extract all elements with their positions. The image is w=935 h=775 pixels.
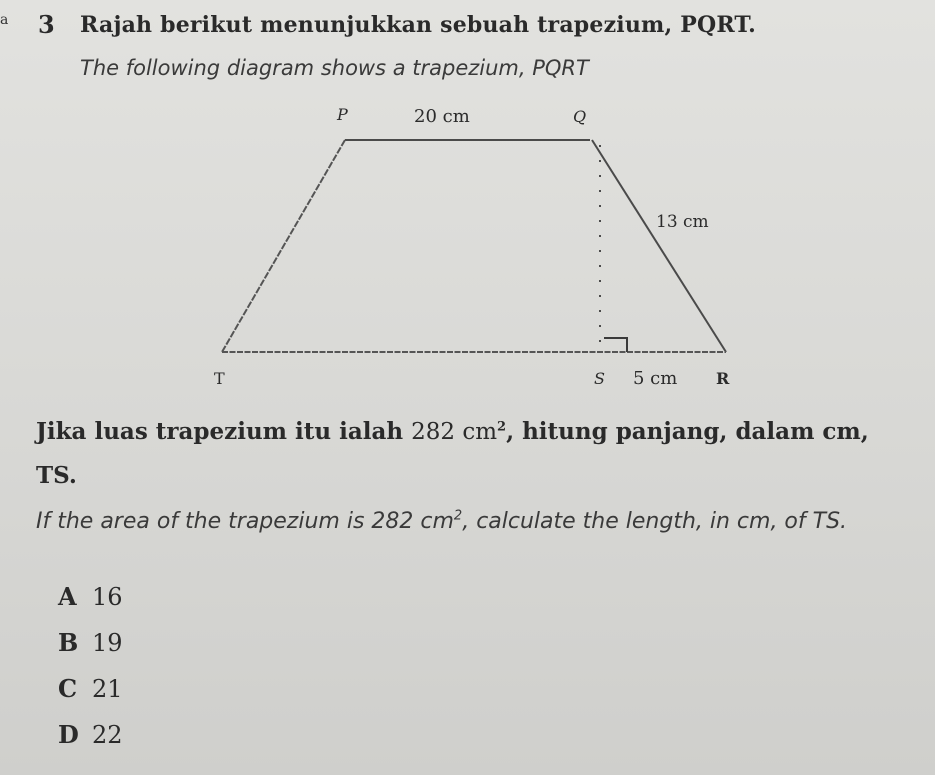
body-ms-part1: Jika luas trapezium itu ialah	[36, 418, 412, 445]
option-value: 16	[92, 583, 123, 611]
body-ms-part2: , hitung panjang, dalam cm, TS.	[36, 418, 869, 489]
right-angle-marker	[604, 338, 627, 352]
option-b[interactable]	[58, 628, 123, 674]
body-en-part1: If the area of the trapezium is	[36, 509, 372, 534]
body-ms-exponent: 2	[497, 419, 507, 435]
option-value: 19	[92, 629, 123, 657]
label-s: S	[594, 369, 605, 388]
question-title-malay: Rajah berikut menunjukkan sebuah trapezium, PQRT.	[80, 12, 757, 38]
question-body-english	[36, 500, 916, 544]
option-letter: C	[58, 674, 78, 703]
body-ms-area: 282 cm	[411, 419, 498, 445]
body-en-part2: , calculate the length, in cm, of TS.	[462, 509, 848, 534]
label-t: T	[214, 369, 225, 388]
label-pq-length: 20 cm	[414, 106, 470, 127]
option-letter: B	[58, 628, 79, 657]
body-en-area: 282 cm	[371, 509, 454, 534]
label-p: P	[337, 105, 348, 124]
label-r: R	[716, 369, 730, 388]
label-q: Q	[573, 107, 587, 126]
edge-tp	[222, 140, 345, 352]
label-sr-length: 5 cm	[633, 368, 678, 389]
question-body-malay	[36, 410, 916, 498]
question-title-english: The following diagram shows a trapezium, PQRT	[80, 56, 589, 80]
option-letter: A	[58, 582, 77, 611]
margin-mark: a	[0, 12, 9, 28]
option-value: 22	[92, 721, 123, 749]
question-number: 3	[38, 10, 55, 39]
label-qr-length: 13 cm	[656, 212, 709, 232]
answer-options	[58, 582, 123, 766]
option-value: 21	[92, 675, 123, 703]
option-letter: D	[58, 720, 79, 749]
edge-qr	[592, 140, 726, 352]
option-c[interactable]	[58, 674, 123, 720]
option-d[interactable]	[58, 720, 123, 766]
option-a[interactable]	[58, 582, 123, 628]
body-en-exponent: 2	[453, 508, 463, 524]
